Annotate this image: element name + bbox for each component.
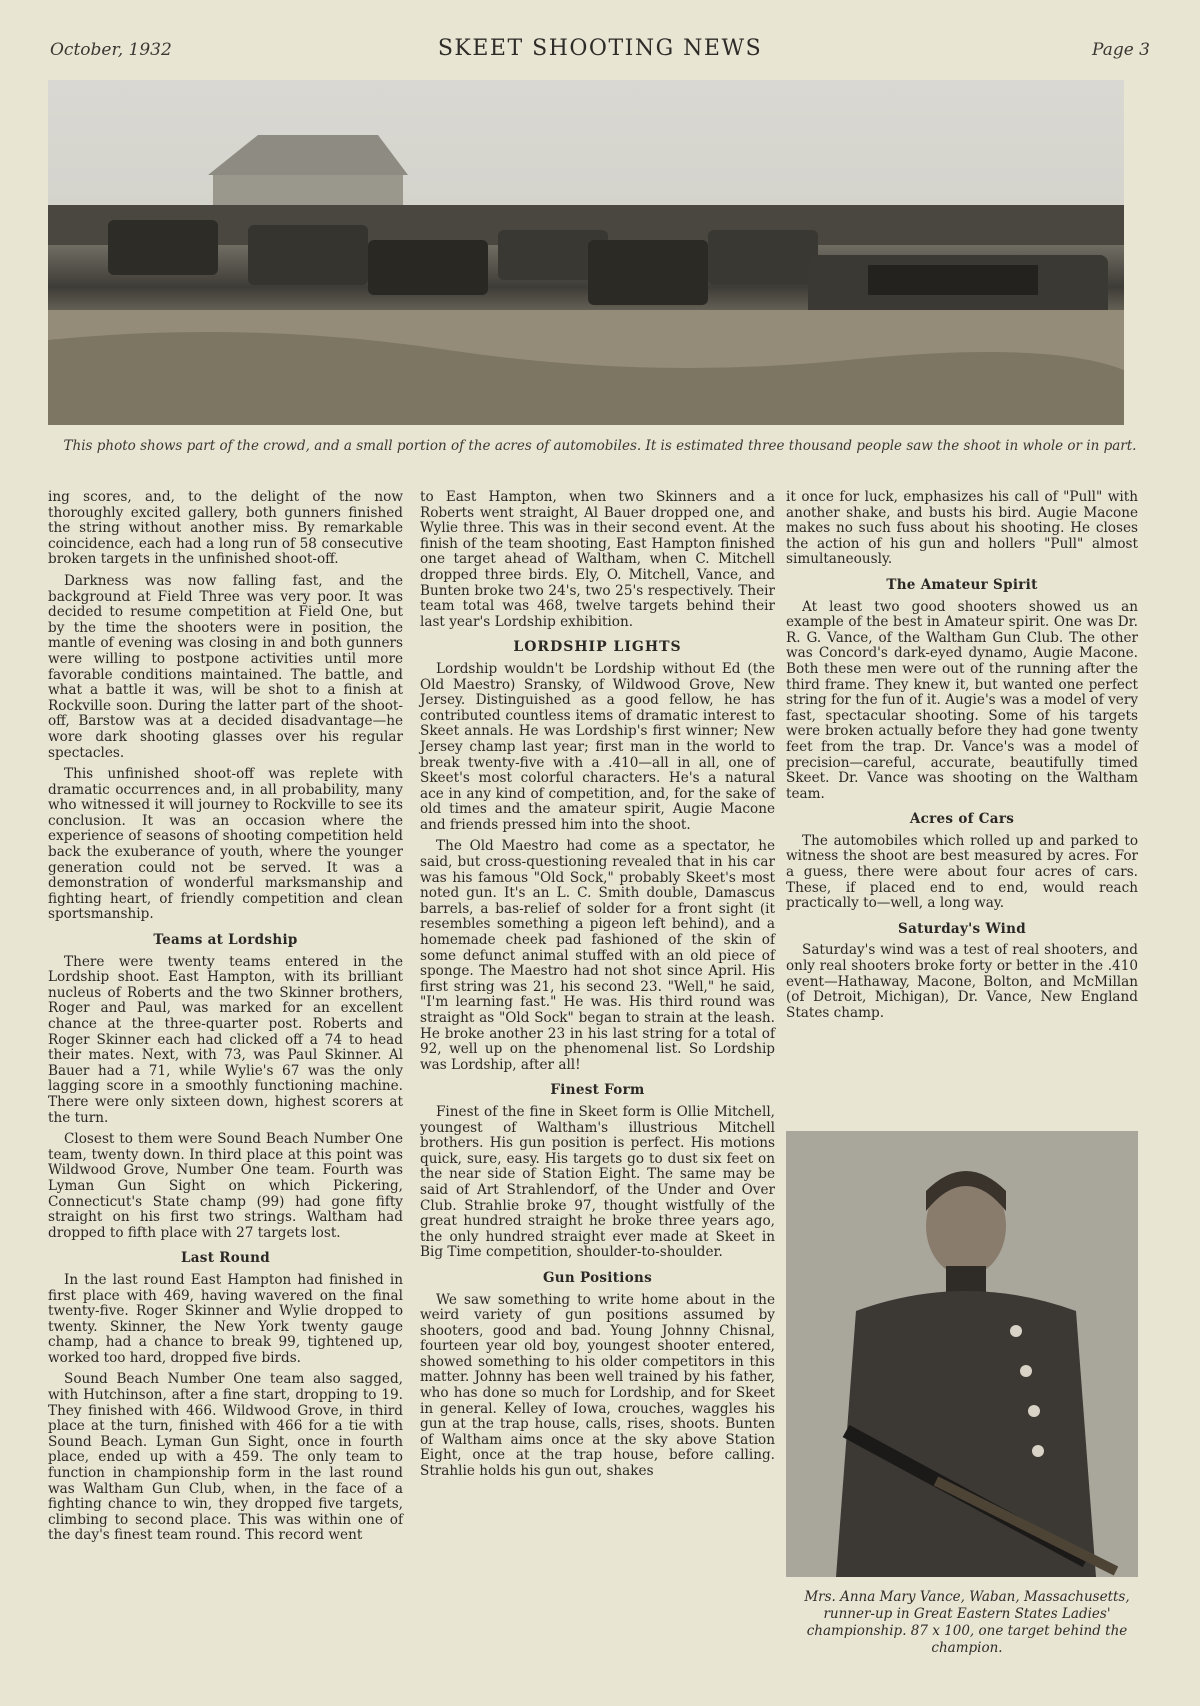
paragraph: Darkness was now falling fast, and the background at Field Three was very poor. It was decided to resume competition at Field One, but by the time the shooters were in position, the mantle of evening was closing in and both gunners were willing to postpone activities until more favorable conditions maintained. The battle, and what a battle it was, will be shot to a finish at Rockville soon. During the latter part of the shoot-off, Barstow was at a decided disadvantage—he wore dark shooting glasses over his regular spectacles.: [48, 572, 403, 761]
section-heading-teams-at-lordship: Teams at Lordship: [153, 932, 298, 949]
paragraph: The Old Maestro had come as a spectator, he said, but cross-questioning revealed that in his car was his famous "Old Sock," probably Skeet's most noted gun. It's an L. C. Smith double, Damascus barrels, a bas-relief of solder for a front sight (it resembles something a pigeon left behind), and a homemade cheek pad fashioned of the skin of some defunct animal stuffed with an old piece of sponge. The Maestro had not shot since April. His first string was 21, his second 23. "Well," he said, "I'm learning fast." He was. His third round was straight as "Old Sock" began to strain at the leash. He broke another 23 in his last string for a total of 92, well up on the phenomenal list. So Lordship was Lordship, after all!: [420, 838, 775, 1073]
section-heading-lordship-lights: LORDSHIP LIGHTS: [513, 639, 682, 656]
section-heading-finest-form: Finest Form: [550, 1082, 645, 1099]
section-heading-acres-of-cars: Acres of Cars: [909, 811, 1015, 828]
publication-title: SKEET SHOOTING NEWS: [437, 36, 763, 61]
page-number: Page 3: [1092, 40, 1150, 60]
section-heading-last-round: Last Round: [180, 1250, 271, 1267]
paragraph: it once for luck, emphasizes his call of "Pull" with another shake, and busts his bird. Augie Macone makes no such fuss about his shooting. He closes the action of his gun and hollers "Pull" almost simultaneously.: [786, 489, 1138, 568]
column-two: [420, 490, 775, 1486]
crowd-and-cars-illustration: [48, 80, 1124, 425]
paragraph: Sound Beach Number One team also sagged, with Hutchinson, after a fine start, dropping to 19. They finished with 466. Wildwood Grove, in third place at the turn, finished with 466 for a tie with Sound Beach. Lyman Gun Sight, once in fourth place, ended up with a 459. The only team to function in championship form in the last round was Waltham Gun Club, when, in the face of a fighting chance to win, they dropped five targets, climbing to second place. This was within one of the day's finest team round. This record went: [48, 1371, 403, 1544]
section-heading-gun-positions: Gun Positions: [542, 1269, 653, 1286]
crowd-and-cars-photo: [48, 80, 1124, 425]
portrait-illustration: [786, 1131, 1138, 1577]
paragraph: In the last round East Hampton had finished in first place with 469, having wavered on the final twenty-five. Roger Skinner and Wylie dropped to twenty. Skinner, the New York twenty gauge champ, had a chance to break 99, tightened up, worked too hard, dropped five birds.: [48, 1271, 403, 1366]
column-one: [48, 490, 403, 1550]
paragraph: Saturday's wind was a test of real shooters, and only real shooters broke forty or better in the .410 event—Hathaway, Macone, Bolton, and McMillan (of Detroit, Michigan), Dr. Vance, New England States champ.: [786, 942, 1138, 1021]
issue-date: October, 1932: [50, 40, 172, 60]
paragraph: There were twenty teams entered in the Lordship shoot. East Hampton, with its brilliant nucleus of Roberts and the two Skinner brothers, Roger and Paul, was marked for an excellent chance at the three-quarter post. Roberts and Roger Skinner each had clicked off a 74 to head their mates. Next, with 73, was Paul Skinner. Al Bauer had a 71, while Wylie's 67 was the only lagging score in a smoothly functioning machine. There were only sixteen down, highest scorers at the turn.: [48, 953, 403, 1126]
paragraph: Lordship wouldn't be Lordship without Ed (the Old Maestro) Sransky, of Wildwood Grove, New Jersey. Distinguished as a good fellow, he has contributed countless items of dramatic interest to Skeet annals. He was Lordship's first winner; New Jersey champ last year; first man in the world to break twenty-five with a .410—all in all, one of Skeet's most colorful characters. He's a natural ace in any kind of competition, and, for the sake of old times and the amateur spirit, Augie Macone and friends pressed him into the shoot.: [420, 660, 775, 833]
portrait-photo: [786, 1131, 1138, 1577]
portrait-caption: Mrs. Anna Mary Vance, Waban, Massachusetts, runner-up in Great Eastern States Ladies' championship. 87 x 100, one target behind the champion.: [804, 1589, 1130, 1656]
paragraph: to East Hampton, when two Skinners and a Roberts went straight, Al Bauer dropped one, and Wylie three. This was in their second event. At the finish of the team shooting, East Hampton finished one target ahead of Waltham, when C. Mitchell dropped three birds. Ely, O. Mitchell, Vance, and Bunten broke two 24's, two 25's respectively. Their team total was 468, twelve targets behind their last year's Lordship exhibition.: [420, 489, 775, 630]
paragraph: At least two good shooters showed us an example of the best in Amateur spirit. One was Dr. R. G. Vance, of the Waltham Gun Club. The other was Concord's dark-eyed dynamo, Augie Macone. Both these men were out of the running after the third frame. They knew it, but wanted one perfect string for the fun of it. Augie's was a model of very fast, spectacular shooting. Some of his targets were broken actually before they had gone twenty feet from the trap. Dr. Vance's was a model of precision—careful, accurate, beautifully timed Skeet. Dr. Vance was shooting on the Waltham team.: [786, 598, 1138, 802]
page-header: [50, 36, 1150, 66]
paragraph: The automobiles which rolled up and parked to witness the shoot are best measured by acres. For a guess, there were about four acres of cars. These, if placed end to end, would reach practically to—well, a long way.: [786, 832, 1138, 912]
paragraph: Closest to them were Sound Beach Number One team, twenty down. In third place at this point was Wildwood Grove, Number One team. Fourth was Lyman Gun Sight on which Pickering, Connecticut's State champ (99) had gone fifty straight on his first two strings. Waltham had dropped to fifth place with 27 targets lost.: [48, 1131, 403, 1241]
paragraph: We saw something to write home about in the weird variety of gun positions assumed by shooters, good and bad. Young Johnny Chisnal, fourteen year old boy, youngest shooter entered, showed something to his older competitors in this matter. Johnny has been well trained by his father, who has done so much for Lordship, and for Skeet in general. Kelley of Iowa, crouches, waggles his gun at the trap house, calls, rises, shoots. Bunten of Waltham aims once at the sky above Station Eight, once at the trap house, before calling. Strahlie holds his gun out, shakes: [420, 1291, 775, 1480]
paragraph: This unfinished shoot-off was replete with dramatic occurrences and, in all probability, many who witnessed it will journey to Rockville to see its conclusion. It was an occasion where the experience of seasons of shooting competition held back the exuberance of youth, where the younger generation could not be served. It was a demonstration of wonderful marksmanship and fighting heart, of friendly competition and clean sportsmanship.: [48, 766, 403, 923]
column-three: [786, 490, 1138, 1027]
section-heading-amateur-spirit: The Amateur Spirit: [886, 576, 1038, 593]
section-heading-saturdays-wind: Saturday's Wind: [898, 920, 1026, 937]
paragraph: ing scores, and, to the delight of the now thoroughly excited gallery, both gunners finished the string without another miss. By remarkable coincidence, each had a long run of 58 consecutive broken targets in the unfinished shoot-off.: [48, 489, 403, 568]
crowd-photo-caption: This photo shows part of the crowd, and a small portion of the acres of automobiles. It is estimated three thousand people saw the shoot in whole or in part.: [63, 438, 1137, 454]
paragraph: Finest of the fine in Skeet form is Ollie Mitchell, youngest of Waltham's illustrious Mitchell brothers. His gun position is perfect. His motions quick, sure, easy. His targets go to dust six feet on the near side of Station Eight. The same may be said of Art Strahlendorf, of the Under and Over Club. Strahlie broke 97, thought wistfully of the great hundred straight he broke three years ago, the only hundred straight ever made at Skeet in Big Time competition, shoulder-to-shoulder.: [420, 1103, 775, 1261]
